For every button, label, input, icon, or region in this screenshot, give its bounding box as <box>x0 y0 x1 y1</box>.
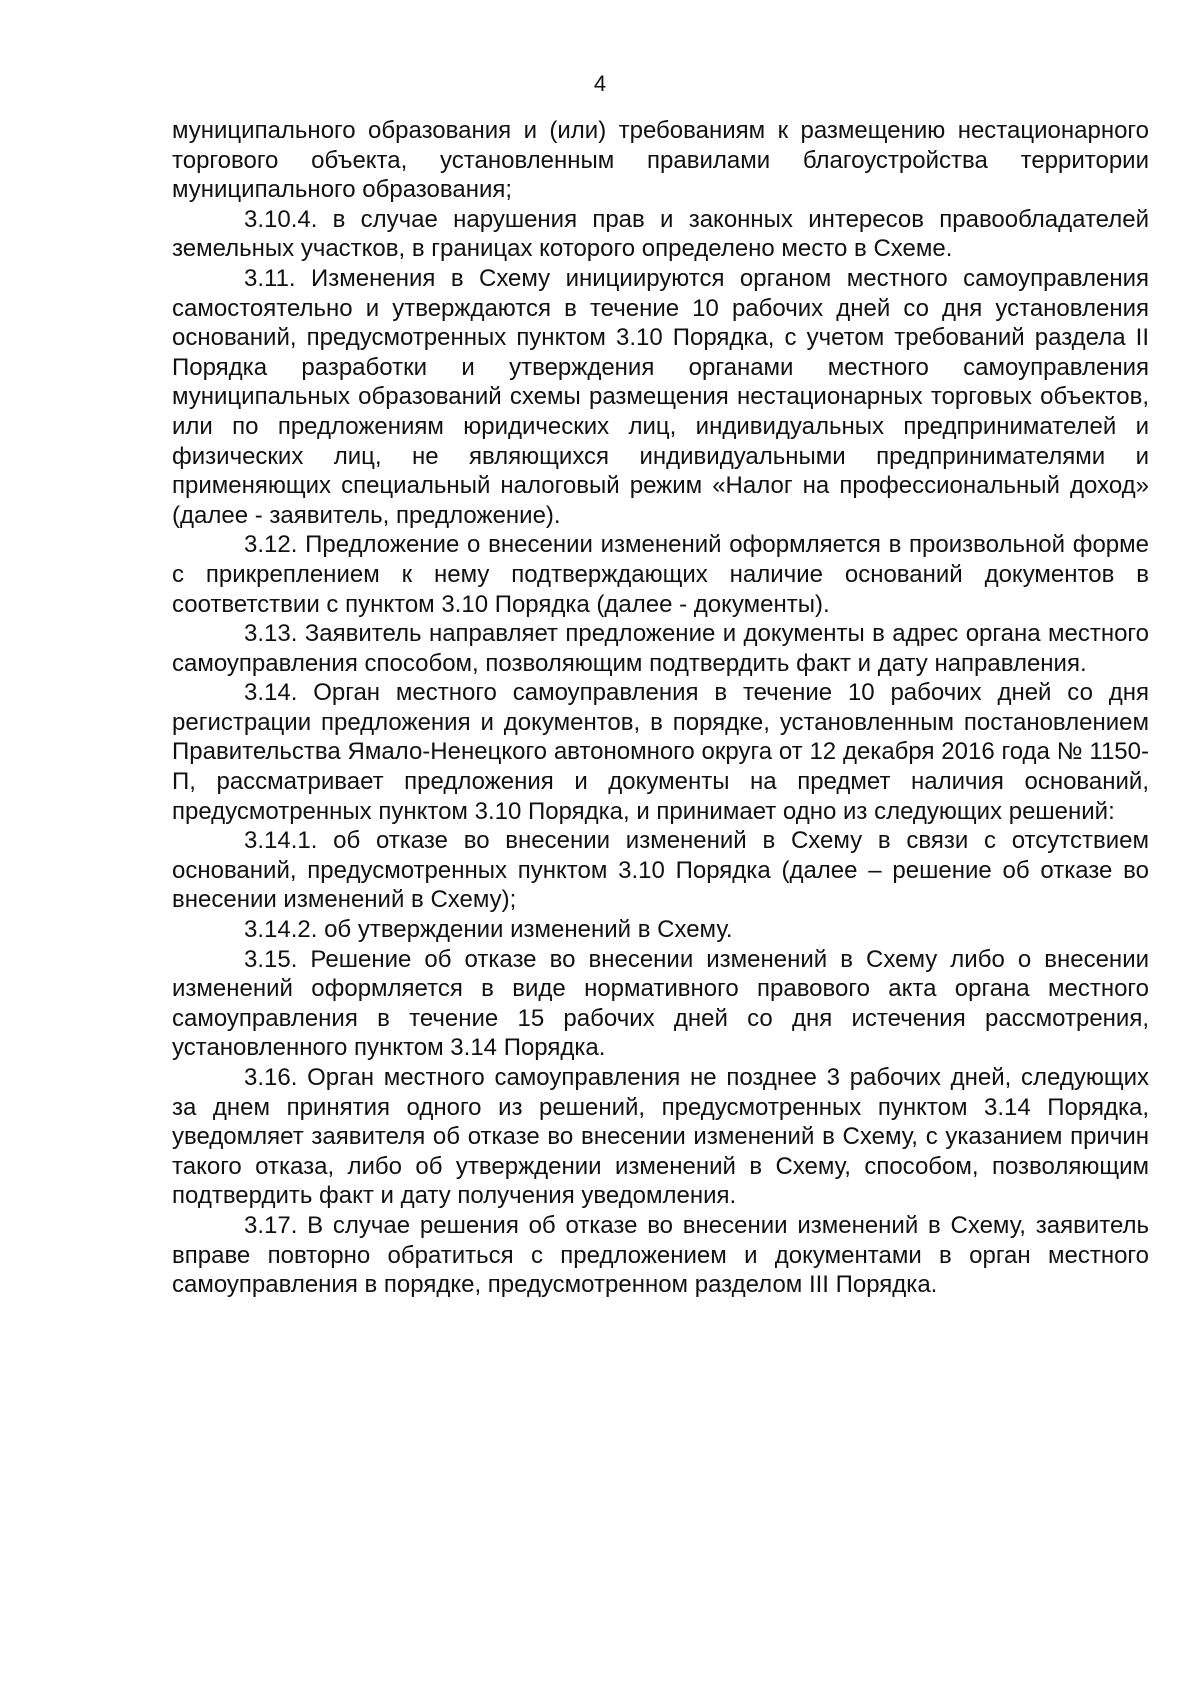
page-number: 4 <box>593 71 607 96</box>
paragraph-3-12: 3.12. Предложение о внесении изменений оформляется в произвольной форме с прикреплением к нему подтверждающих наличие оснований документов в соответствии с пунктом 3.10 Порядка (далее - документы). <box>172 531 1149 618</box>
document-body <box>172 116 1149 1300</box>
paragraph-continuation: муниципального образования и (или) требованиям к размещению нестационарного торгового объекта, установленным правилами благоустройства территории муниципального образования; <box>172 117 1149 204</box>
paragraph-3-14-1: 3.14.1. об отказе во внесении изменений в Схему в связи с отсутствием оснований, предусмотренных пунктом 3.10 Порядка (далее – решение об отказе во внесении изменений в Схему); <box>172 827 1149 914</box>
paragraph-3-13: 3.13. Заявитель направляет предложение и документы в адрес органа местного самоуправления способом, позволяющим подтвердить факт и дату направления. <box>172 620 1149 677</box>
paragraph-3-14-2: 3.14.2. об утверждении изменений в Схему. <box>244 916 733 944</box>
paragraph-3-11: 3.11. Изменения в Схему инициируются органом местного самоуправления самостоятельно и утверждаются в течение 10 рабочих дней со дня установления оснований, предусмотренных пунктом 3.10 Порядка, с учетом требований раздела II Порядка разработки и утверждения органами местного самоуправления муниципальных образований схемы размещения нестационарных торговых объектов, или по предложениям юридических лиц, индивидуальных предпринимателей и физических лиц, не являющихся индивидуальными предпринимателями и применяющих специальный налоговый режим «Налог на профессиональный доход» (далее - заявитель, предложение). <box>172 264 1149 529</box>
paragraph-3-16: 3.16. Орган местного самоуправления не позднее 3 рабочих дней, следующих за днем принятия одного из решений, предусмотренных пунктом 3.14 Порядка, уведомляет заявителя об отказе во внесении изменений в Схему, с указанием причин такого отказа, либо об утверждении изменений в Схему, способом, позволяющим подтвердить факт и дату получения уведомления. <box>172 1064 1149 1210</box>
paragraph-3-10-4: 3.10.4. в случае нарушения прав и законных интересов правообладателей земельных участков, в границах которого определено место в Схеме. <box>172 205 1149 263</box>
paragraph-3-15: 3.15. Решение об отказе во внесении изменений в Схему либо о внесении изменений оформляется в виде нормативного правового акта органа местного самоуправления в течение 15 рабочих дней со дня истечения рассмотрения, установленного пунктом 3.14 Порядка. <box>172 945 1149 1062</box>
paragraph-3-17: 3.17. В случае решения об отказе во внесении изменений в Схему, заявитель вправе повторно обратиться с предложением и документами в орган местного самоуправления в порядке, предусмотренном разделом III Порядка. <box>172 1211 1149 1299</box>
paragraph-3-14: 3.14. Орган местного самоуправления в течение 10 рабочих дней со дня регистрации предложения и документов, в порядке, установленным постановлением Правительства Ямало-Ненецкого автономного округа от 12 декабря 2016 года № 1150-П, рассматривает предложения и документы на предмет наличия оснований, предусмотренных пунктом 3.10 Порядка, и принимает одно из следующих решений: <box>172 679 1149 825</box>
